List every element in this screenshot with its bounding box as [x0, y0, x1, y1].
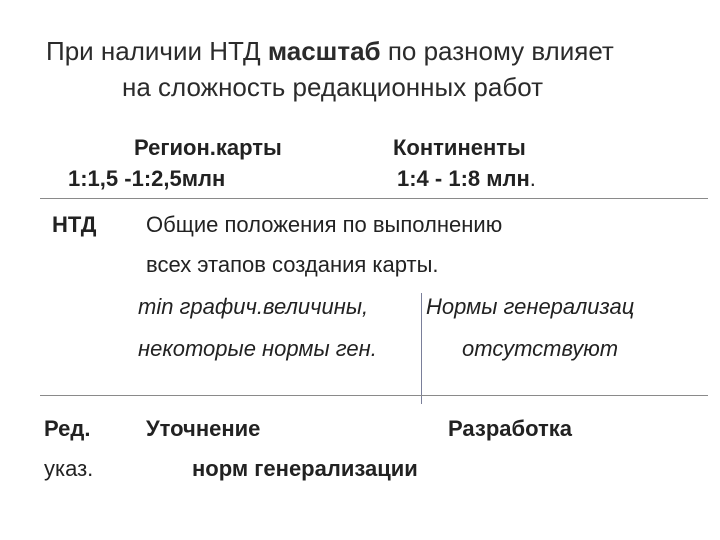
right-column-heading: Континенты — [393, 135, 526, 160]
left-column-heading: Регион.карты — [134, 135, 282, 160]
ntd-text-line-1: Общие положения по выполнению — [146, 212, 503, 237]
divider-middle — [40, 395, 708, 396]
red-row-label-line-1: Ред. — [44, 416, 91, 441]
right-scale-value: 1:4 - 1:8 млн — [397, 166, 530, 191]
red-row-label-line-2: указ. — [44, 456, 94, 481]
slide-title-line-2: на сложность редакционных работ — [122, 72, 544, 102]
divider-top — [40, 198, 708, 199]
title-text-post: по разному влияет — [380, 36, 614, 66]
ntd-row-label: НТД — [52, 212, 97, 237]
red-row-bottom-text: норм генерализации — [192, 456, 418, 481]
right-column-scale — [397, 168, 536, 190]
ntd-left-line-3: min графич.величины, — [138, 294, 369, 319]
divider-vertical — [421, 293, 422, 404]
ntd-text-line-2: всех этапов создания карты. — [146, 252, 439, 277]
title-text-pre: При наличии НТД — [46, 36, 268, 66]
ntd-left-line-4: некоторые нормы ген. — [138, 336, 377, 361]
red-row-left-text: Уточнение — [146, 416, 261, 441]
title-text-bold: масштаб — [267, 36, 381, 66]
slide-title-line-1 — [46, 38, 614, 64]
ntd-right-line-3: Нормы генерализац — [426, 294, 635, 319]
left-column-scale: 1:1,5 -1:2,5млн — [68, 166, 226, 191]
red-row-right-text: Разработка — [448, 416, 572, 441]
right-scale-tail: . — [529, 166, 536, 191]
ntd-right-line-4: отсутствуют — [462, 336, 619, 361]
